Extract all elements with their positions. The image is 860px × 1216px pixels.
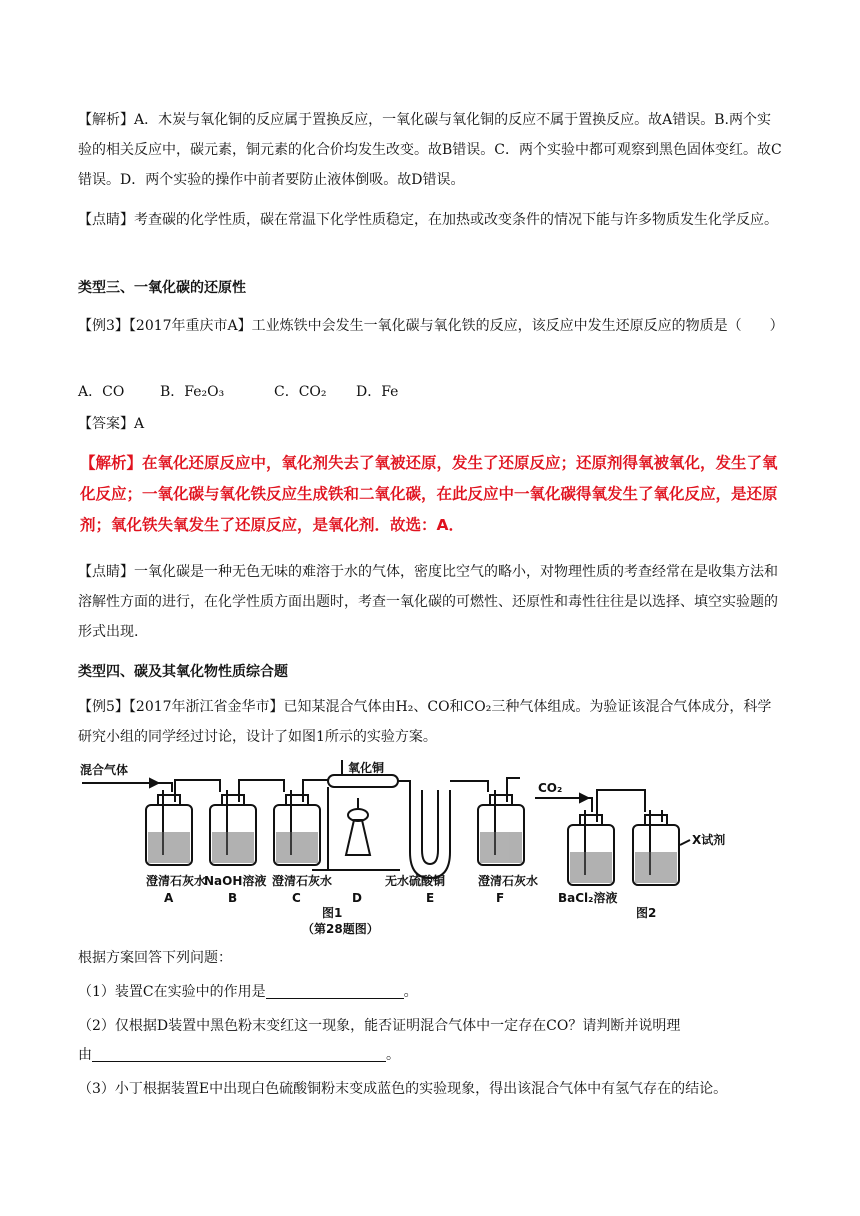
apparatus-diagram (80, 760, 790, 935)
letter-f: F (496, 891, 505, 905)
label-e: 无水硫酸铜 (385, 874, 446, 888)
questions-intro: 根据方案回答下列问题： (78, 950, 232, 966)
question-1-text: （1）装置C在实验中的作用是 (78, 984, 266, 1000)
inlet-label: 混合气体 (80, 763, 129, 777)
letter-c: C (292, 891, 301, 905)
question-2-line2 (78, 1040, 783, 1070)
letter-e: E (426, 891, 435, 905)
question-2: （2）仅根据D装置中黑色粉末变红这一现象，能否证明混合气体中一定存在CO？请判断并说明理 (78, 1018, 681, 1034)
note-paragraph: 【点睛】考查碳的化学性质，碳在常温下化学性质稳定，在加热或改变条件的情况下能与许多物质发生化学反应。 (78, 212, 778, 228)
example-3-options (78, 377, 783, 407)
option-d: D．Fe (356, 384, 399, 400)
option-b: B．Fe₂O₃ (160, 384, 225, 400)
letter-b: B (228, 891, 238, 905)
note-paragraph-co: 【点睛】一氧化碳是一种无色无味的难溶于水的气体，密度比空气的略小，对物理性质的考查经常在是收集方法和溶解性方面的进行，在化学性质方面出题时，考查一氧化碳的可燃性、还原性和毒性往往是以选择、填空实验题的形式出现. (78, 564, 778, 640)
co2-label: CO₂ (538, 781, 563, 795)
label-a: 澄清石灰水 (146, 874, 207, 888)
option-c: C．CO₂ (274, 384, 327, 400)
answer-blank-1[interactable] (266, 982, 404, 999)
question-3: （3）小丁根据装置E中出现白色硫酸铜粉末变成蓝色的实验现象，得出该混合气体中有氢气存在的结论。 (78, 1081, 728, 1097)
question-2-end: 。 (386, 1047, 400, 1063)
analysis-red-paragraph: 【解析】在氧化还原反应中，氧化剂失去了氧被还原，发生了还原反应；还原剂得氧被氧化，发生了氧化反应；一氧化碳与氧化铁反应生成铁和二氧化碳，在此反应中一氧化碳得氧发生了氧化反应，是还原剂；氧化铁失氧发生了还原反应，是氧化剂．故选：A． (80, 454, 778, 534)
question-1 (78, 977, 783, 1007)
label-c: 澄清石灰水 (272, 874, 333, 888)
label-f: 澄清石灰水 (478, 874, 539, 888)
letter-d: D (352, 891, 362, 905)
answer-blank-2[interactable] (92, 1045, 386, 1062)
section-heading-type3: 类型三、一氧化碳的还原性 (78, 280, 246, 296)
label-b: NaOH溶液 (204, 874, 267, 888)
apparatus-figure (80, 760, 790, 935)
question-2-text-b: 由 (78, 1047, 92, 1063)
x-reagent-label: X试剂 (692, 833, 726, 847)
question-1-end: 。 (403, 984, 418, 1000)
bacl2-label: BaCl₂溶液 (558, 891, 618, 905)
cuo-label: 氧化铜 (348, 761, 385, 775)
section-heading-type4: 类型四、碳及其氧化物性质综合题 (78, 664, 288, 680)
analysis-paragraph: 【解析】A．木炭与氧化铜的反应属于置换反应，一氧化碳与氧化铜的反应不属于置换反应。故A错误。B.两个实验的相关反应中，碳元素，铜元素的化合价均发生改变。故B错误。C．两个实验中都可观察到黑色固体变红。故C错误。D．两个实验的操作中前者要防止液体倒吸。故D错误。 (78, 112, 782, 188)
letter-a: A (164, 891, 174, 905)
example-5-question: 【例5】【2017年浙江省金华市】已知某混合气体由H₂、CO和CO₂三种气体组成。为验证该混合气体成分，科学研究小组的同学经过讨论，设计了如图1所示的实验方案。 (78, 699, 772, 745)
figure-1-label: 图1 (322, 906, 343, 920)
figure-caption: （第28题图） (302, 922, 379, 935)
answer-text: 【答案】A (78, 416, 145, 432)
figure-2-label: 图2 (636, 906, 657, 920)
example-3-question: 【例3】【2017年重庆市A】工业炼铁中会发生一氧化碳与氧化铁的反应，该反应中发生还原反应的物质是（ ） (78, 318, 784, 334)
option-a: A．CO (78, 384, 125, 400)
